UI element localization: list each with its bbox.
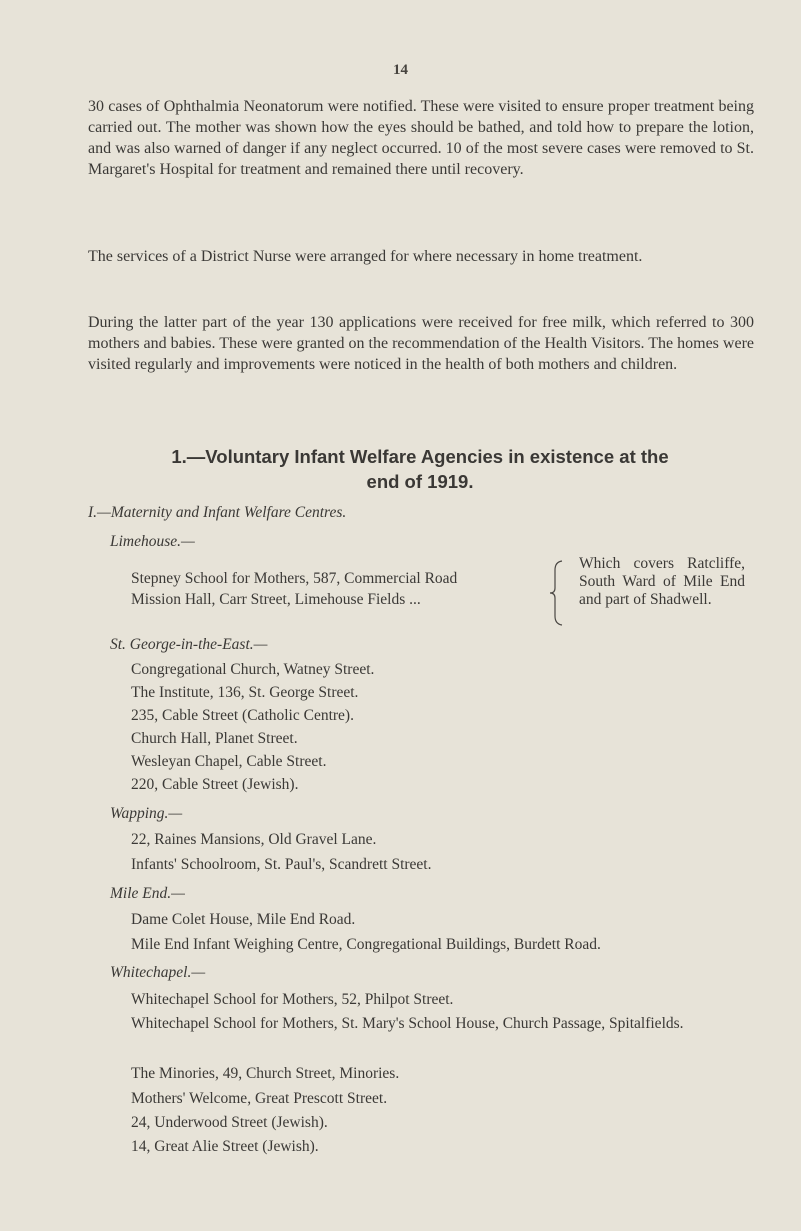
list-item: 235, Cable Street (Catholic Centre).: [131, 707, 354, 724]
brace-icon: [549, 560, 565, 626]
list-item: Mission Hall, Carr Street, Limehouse Fields ...: [131, 591, 421, 608]
list-item: Church Hall, Planet Street.: [131, 730, 298, 747]
list-item: Mile End Infant Weighing Centre, Congregational Buildings, Burdett Road.: [131, 936, 601, 953]
list-item: Mothers' Welcome, Great Prescott Street.: [131, 1090, 388, 1107]
list-item: Whitechapel School for Mothers, 52, Philpot Street.: [131, 991, 454, 1008]
whitechapel-label: Whitechapel.—: [110, 964, 206, 981]
page-number: 14: [393, 62, 408, 78]
list-item: Infants' Schoolroom, St. Paul's, Scandrett Street.: [131, 856, 432, 873]
list-item: Congregational Church, Watney Street.: [131, 661, 375, 678]
heading-line-2: end of 1919.: [366, 471, 474, 492]
paragraph-ophthalmia: 30 cases of Ophthalmia Neonatorum were notified. These were visited to ensure proper treatment being carried out. The mother was shown how the eyes should be bathed, and told how to prepare the lotion, and was also warned of danger if any neglect occurred. 10 of the most severe cases were removed to St. Margaret's Hospital for treatment and remained there until recovery.: [88, 98, 754, 178]
list-item: The Institute, 136, St. George Street.: [131, 684, 359, 701]
section-heading: [80, 444, 760, 494]
list-item: 220, Cable Street (Jewish).: [131, 776, 299, 793]
mile-end-label: Mile End.—: [110, 885, 185, 902]
section-title: I.—Maternity and Infant Welfare Centres.: [88, 504, 347, 521]
list-item: 24, Underwood Street (Jewish).: [131, 1114, 328, 1131]
list-item: [131, 1014, 756, 1034]
list-item: Stepney School for Mothers, 587, Commercial Road: [131, 570, 458, 587]
list-item: The Minories, 49, Church Street, Minories.: [131, 1065, 400, 1082]
list-item: 22, Raines Mansions, Old Gravel Lane.: [131, 831, 377, 848]
paragraph-district-nurse: The services of a District Nurse were arranged for where necessary in home treatment.: [88, 248, 643, 265]
wapping-label: Wapping.—: [110, 805, 183, 822]
list-item: 14, Great Alie Street (Jewish).: [131, 1138, 319, 1155]
paragraph-free-milk: During the latter part of the year 130 applications were received for free milk, which referred to 300 mothers and babies. These were granted on the recommendation of the Health Visitors. The homes were visited regularly and improvements were noticed in the health of both mothers and children.: [88, 314, 754, 373]
list-item: Dame Colet House, Mile End Road.: [131, 911, 356, 928]
list-item-text: Whitechapel School for Mothers, St. Mary's School House, Church Passage, Spitalfields.: [131, 1015, 684, 1032]
list-item: Wesleyan Chapel, Cable Street.: [131, 753, 327, 770]
limehouse-label: Limehouse.—: [110, 533, 195, 550]
st-george-label: St. George-in-the-East.—: [110, 636, 268, 653]
heading-line-1: 1.—Voluntary Infant Welfare Agencies in existence at the: [171, 446, 669, 467]
limehouse-coverage-note: Which covers Ratcliffe, South Ward of Mile End and part of Shadwell.: [579, 555, 745, 608]
